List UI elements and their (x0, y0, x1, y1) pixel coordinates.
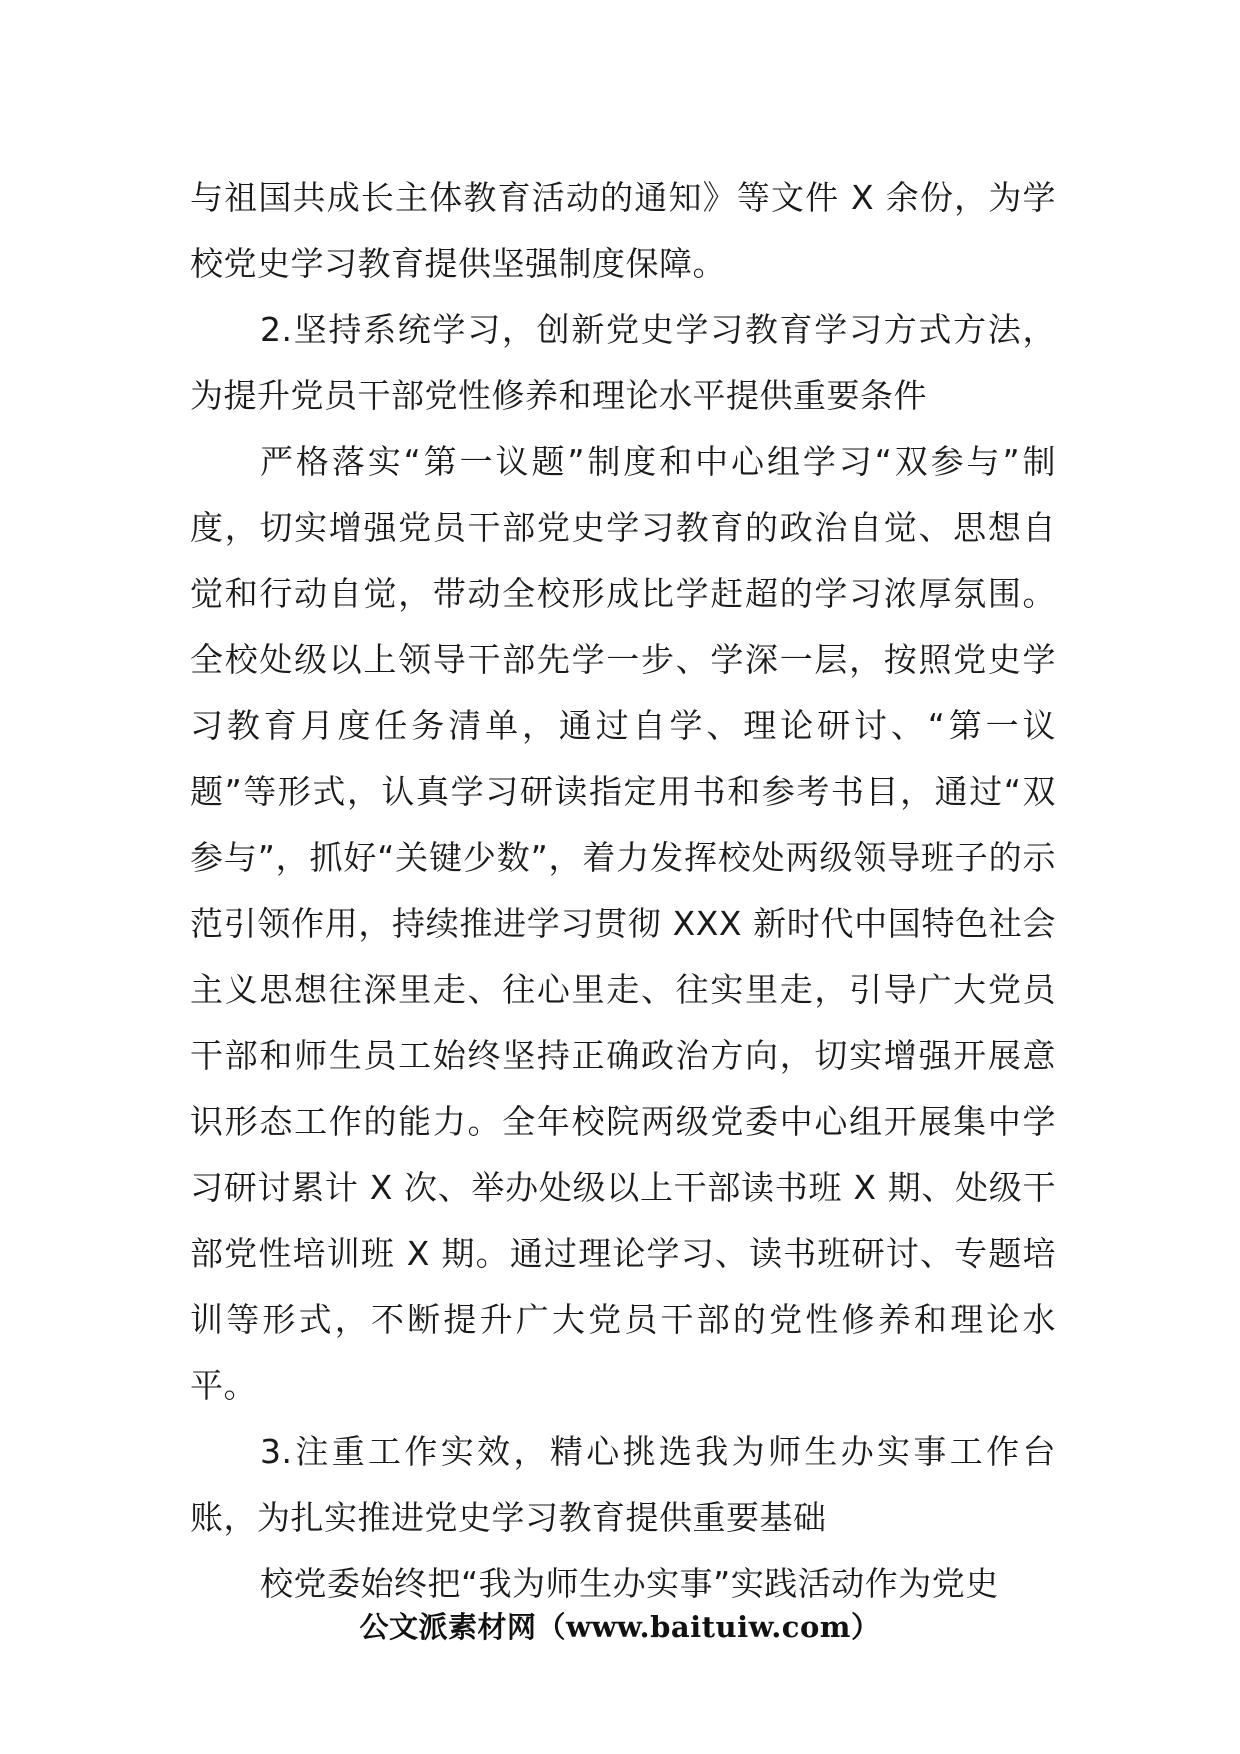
section-heading-2: 2.坚持系统学习，创新党史学习教育学习方式方法，为提升党员干部党性修养和理论水平提供重要条件 (190, 310, 1056, 415)
paragraph-intro-continued: 与祖国共成长主体教育活动的通知》等文件 X 余份，为学校党史学习教育提供坚强制度保障。 (190, 178, 1056, 283)
document-body (190, 165, 1056, 1617)
paragraph-body-2: 严格落实“第一议题”制度和中心组学习“双参与”制度，切实增强党员干部党史学习教育的政治自觉、思想自觉和行动自觉，带动全校形成比学赶超的学习浓厚氛围。全校处级以上领导干部先学一步、学深一层，按照党史学习教育月度任务清单，通过自学、理论研讨、“第一议题”等形式，认真学习研读指定用书和参考书目，通过“双参与”，抓好“关键少数”，着力发挥校处两级领导班子的示范引领作用，持续推进学习贯彻 XXX 新时代中国特色社会主义思想往深里走、往心里走、往实里走，引导广大党员干部和师生员工始终坚持正确政治方向，切实增强开展意识形态工作的能力。全年校院两级党委中心组开展集中学习研讨累计 X 次、举办处级以上干部读书班 X 期、处级干部党性培训班 X 期。通过理论学习、读书班研讨、专题培训等形式，不断提升广大党员干部的党性修养和理论水平。 (190, 442, 1056, 1405)
page-footer-watermark: 公文派素材网（www.baituiw.com） (359, 1610, 881, 1644)
section-heading-3: 3.注重工作实效，精心挑选我为师生办实事工作台账，为扎实推进党史学习教育提供重要基础 (190, 1432, 1056, 1537)
paragraph-body-3: 校党委始终把“我为师生办实事”实践活动作为党史 (260, 1564, 999, 1603)
